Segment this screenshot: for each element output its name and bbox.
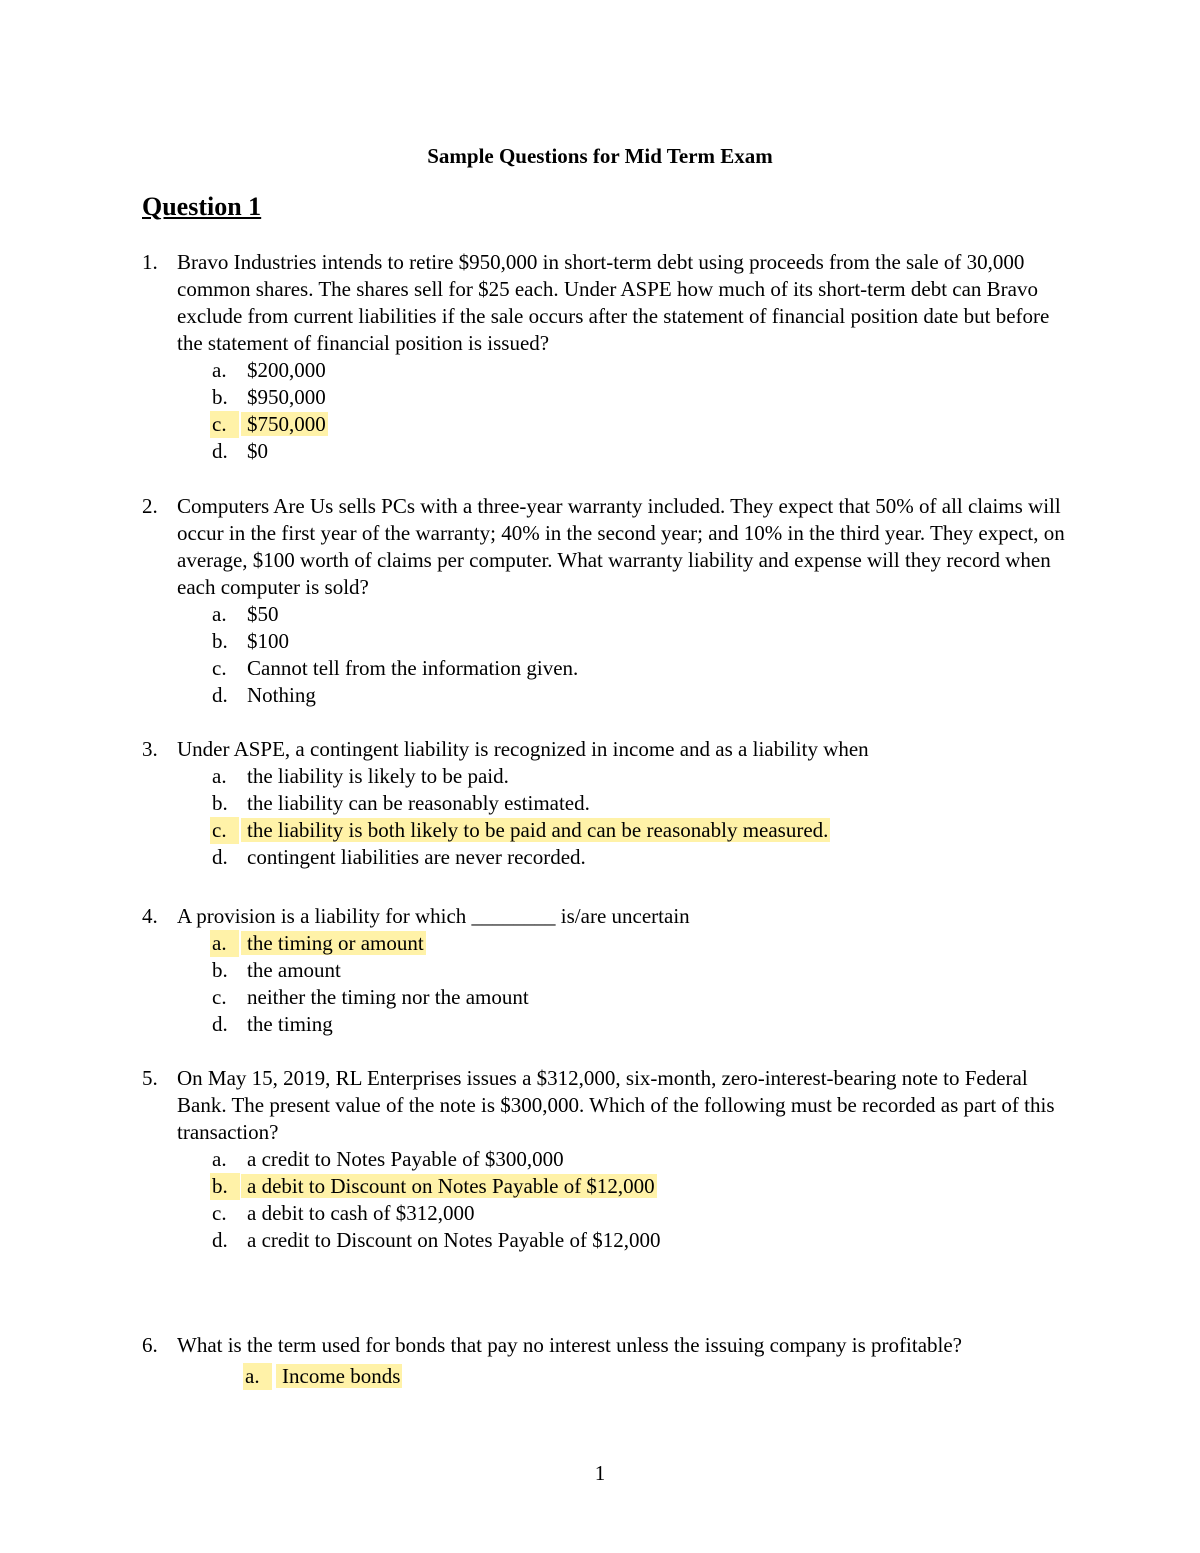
option-letter: a.	[212, 1147, 227, 1171]
option-list	[142, 601, 1072, 709]
question-text: On May 15, 2019, RL Enterprises issues a $312,000, six-month, zero-interest-bearing note to Federal Bank. The present value of the note is $300,000. Which of the following must be recorded as part of this transaction?	[177, 1066, 1055, 1144]
option-d	[142, 1227, 1072, 1254]
option-text: $0	[247, 439, 268, 463]
option-letter: d.	[212, 1012, 228, 1036]
document-title: Sample Questions for Mid Term Exam	[427, 144, 773, 168]
question-text: A provision is a liability for which ________ is/are uncertain	[177, 904, 690, 928]
option-letter: b.	[212, 629, 228, 653]
question-number: 4.	[142, 904, 158, 928]
option-b	[142, 790, 1072, 817]
option-letter: c.	[210, 817, 239, 844]
question-number: 2.	[142, 494, 158, 518]
option-b-highlighted	[142, 1173, 1072, 1200]
option-letter: c.	[210, 411, 239, 438]
option-list	[142, 763, 1072, 871]
option-letter: c.	[212, 656, 227, 680]
question-text: What is the term used for bonds that pay no interest unless the issuing company is profitable?	[177, 1333, 962, 1357]
option-c-highlighted	[142, 411, 1072, 438]
question-number: 5.	[142, 1066, 158, 1090]
option-letter: a.	[243, 1363, 272, 1390]
option-text: a debit to cash of $312,000	[247, 1201, 475, 1225]
option-text: the liability can be reasonably estimated.	[247, 791, 590, 815]
option-text: $950,000	[247, 385, 326, 409]
option-a-highlighted	[142, 1363, 1072, 1390]
option-text: $200,000	[247, 358, 326, 382]
question-5	[142, 1065, 1072, 1254]
option-text: neither the timing nor the amount	[247, 985, 529, 1009]
option-d	[142, 682, 1072, 709]
question-number: 6.	[142, 1333, 158, 1357]
option-text: the timing or amount	[241, 931, 426, 955]
question-1	[142, 249, 1072, 465]
option-d	[142, 844, 1072, 871]
option-a	[142, 1146, 1072, 1173]
option-b	[142, 957, 1072, 984]
option-text: contingent liabilities are never recorded.	[247, 845, 586, 869]
option-letter: b.	[212, 791, 228, 815]
question-2	[142, 493, 1072, 709]
option-d	[142, 1011, 1072, 1038]
option-d	[142, 438, 1072, 465]
option-c-highlighted	[142, 817, 1072, 844]
option-letter: a.	[212, 764, 227, 788]
option-list	[142, 357, 1072, 465]
option-a	[142, 357, 1072, 384]
option-list	[142, 1363, 1072, 1390]
option-b	[142, 628, 1072, 655]
question-number: 1.	[142, 250, 158, 274]
option-text: a debit to Discount on Notes Payable of $12,000	[241, 1174, 657, 1198]
option-c	[142, 1200, 1072, 1227]
option-letter: b.	[210, 1173, 240, 1200]
option-letter: d.	[212, 1228, 228, 1252]
option-letter: d.	[212, 683, 228, 707]
option-letter: a.	[212, 602, 227, 626]
section-heading: Question 1	[142, 192, 262, 221]
question-text: Bravo Industries intends to retire $950,000 in short-term debt using proceeds from the sale of 30,000 common shares. The shares sell for $25 each. Under ASPE how much of its short-term debt can Bravo exclude from current liabilities if the sale occurs after the statement of financial position date but before the statement of financial position is issued?	[177, 250, 1050, 355]
option-list	[142, 1146, 1072, 1254]
option-letter: c.	[212, 1201, 227, 1225]
option-text: Nothing	[247, 683, 316, 707]
option-b	[142, 384, 1072, 411]
question-text: Computers Are Us sells PCs with a three-year warranty included. They expect that 50% of all claims will occur in the first year of the warranty; 40% in the second year; and 10% in the third year. They expect, on average, $100 worth of claims per computer. What warranty liability and expense will they record when each computer is sold?	[177, 494, 1065, 599]
option-text: Income bonds	[276, 1364, 402, 1388]
question-number: 3.	[142, 737, 158, 761]
question-4	[142, 903, 1072, 1038]
option-letter: c.	[212, 985, 227, 1009]
option-text: $100	[247, 629, 289, 653]
option-list	[142, 930, 1072, 1038]
option-a	[142, 601, 1072, 628]
option-c	[142, 984, 1072, 1011]
option-text: the liability is both likely to be paid and can be reasonably measured.	[241, 818, 830, 842]
page-number: 1	[594, 1461, 606, 1485]
option-letter: b.	[212, 958, 228, 982]
question-6	[142, 1332, 1072, 1390]
question-text: Under ASPE, a contingent liability is recognized in income and as a liability when	[177, 737, 869, 761]
option-text: the amount	[247, 958, 341, 982]
option-text: $750,000	[241, 412, 328, 436]
option-text: Cannot tell from the information given.	[247, 656, 579, 680]
option-letter: a.	[210, 930, 239, 957]
option-letter: d.	[212, 439, 228, 463]
option-text: a credit to Notes Payable of $300,000	[247, 1147, 564, 1171]
option-text: a credit to Discount on Notes Payable of $12,000	[247, 1228, 661, 1252]
option-text: the liability is likely to be paid.	[247, 764, 509, 788]
option-text: $50	[247, 602, 279, 626]
option-letter: a.	[212, 358, 227, 382]
question-3	[142, 736, 1072, 871]
option-a	[142, 763, 1072, 790]
option-letter: d.	[212, 845, 228, 869]
option-c	[142, 655, 1072, 682]
option-text: the timing	[247, 1012, 333, 1036]
option-letter: b.	[212, 385, 228, 409]
option-a-highlighted	[142, 930, 1072, 957]
